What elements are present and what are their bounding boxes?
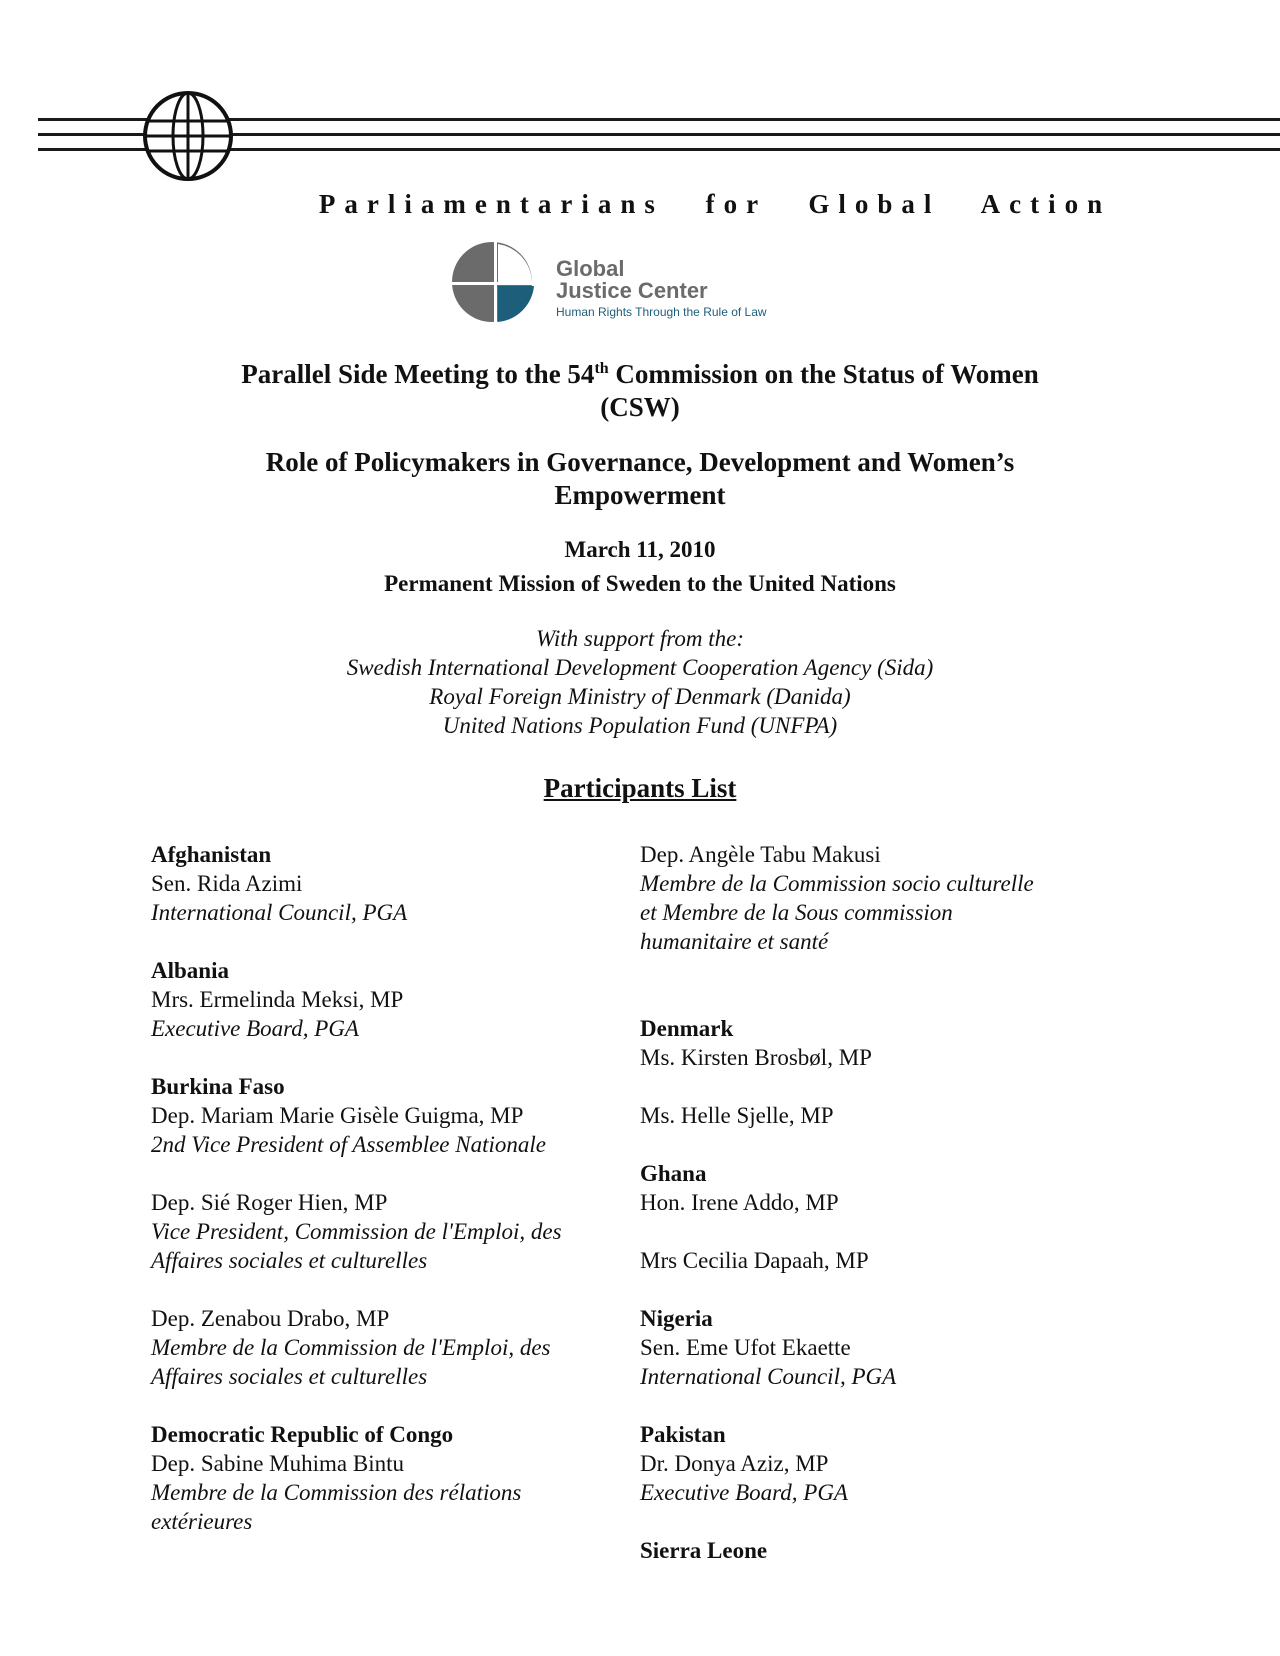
participant-role: Membre de la Commission socio culturelle — [640, 871, 1034, 896]
participant-role: Affaires sociales et culturelles — [151, 1364, 428, 1389]
country-heading: Ghana — [640, 1161, 707, 1186]
country-heading: Burkina Faso — [151, 1074, 285, 1099]
organization-name: Parliamentarians for Global Action — [318, 189, 1112, 219]
meeting-title-part2: Commission on the Status of Women — [608, 359, 1039, 389]
participant-role: Affaires sociales et culturelles — [151, 1248, 428, 1273]
gjc-logo-line2: Justice Center — [556, 278, 708, 303]
participant-name: Dep. Zenabou Drabo, MP — [151, 1306, 390, 1331]
participant-name: Dr. Donya Aziz, MP — [640, 1451, 829, 1476]
participant-name: Dep. Mariam Marie Gisèle Guigma, MP — [151, 1103, 524, 1128]
support-block — [0, 624, 1280, 740]
participant-name: Mrs. Ermelinda Meksi, MP — [151, 987, 404, 1012]
meeting-title — [0, 352, 1280, 424]
participant-name: Hon. Irene Addo, MP — [640, 1190, 839, 1215]
gjc-logo-line1: Global — [556, 256, 625, 281]
participant-role: International Council, PGA — [640, 1364, 897, 1389]
country-heading: Afghanistan — [151, 842, 272, 867]
meeting-title-sup: th — [594, 360, 609, 377]
participant-role: Membre de la Commission de l'Emploi, des — [151, 1335, 551, 1360]
supporter-item: United Nations Population Fund (UNFPA) — [442, 713, 838, 738]
globe-logo-icon — [140, 88, 236, 184]
participant-role: extérieures — [151, 1509, 253, 1534]
participants-heading: Participants List — [543, 773, 737, 803]
participant-name: Ms. Helle Sjelle, MP — [640, 1103, 834, 1128]
participant-role: 2nd Vice President of Assemblee Nationale — [151, 1132, 546, 1157]
gjc-logo-tagline: Human Rights Through the Rule of Law — [556, 305, 767, 319]
topic-title — [0, 446, 1280, 512]
meeting-title-line2: (CSW) — [600, 392, 680, 422]
country-heading: Denmark — [640, 1016, 734, 1041]
topic-title-line1: Role of Policymakers in Governance, Development and Women’s — [265, 447, 1015, 477]
participant-role: Executive Board, PGA — [640, 1480, 848, 1505]
participants-left-column — [151, 840, 621, 1536]
country-heading: Nigeria — [640, 1306, 713, 1331]
participant-role: et Membre de la Sous commission — [640, 900, 953, 925]
participant-name: Mrs Cecilia Dapaah, MP — [640, 1248, 869, 1273]
country-heading: Sierra Leone — [640, 1538, 768, 1563]
participant-role: Membre de la Commission des rélations — [151, 1480, 522, 1505]
topic-title-line2: Empowerment — [554, 480, 726, 510]
participant-name: Ms. Kirsten Brosbøl, MP — [640, 1045, 872, 1070]
country-heading: Albania — [151, 958, 229, 983]
participant-name: Dep. Sié Roger Hien, MP — [151, 1190, 388, 1215]
participant-name: Sen. Eme Ufot Ekaette — [640, 1335, 851, 1360]
participant-role: humanitaire et santé — [640, 929, 829, 954]
country-heading: Democratic Republic of Congo — [151, 1422, 454, 1447]
participant-role: Vice President, Commission de l'Emploi, des — [151, 1219, 562, 1244]
meeting-venue: Permanent Mission of Sweden to the United Nations — [384, 571, 896, 596]
meeting-title-part1: Parallel Side Meeting to the 54 — [241, 359, 595, 389]
participants-right-column — [640, 840, 1100, 1565]
supporter-item: Royal Foreign Ministry of Denmark (Danida) — [429, 684, 851, 709]
country-heading: Pakistan — [640, 1422, 726, 1447]
gjc-logo-text — [556, 258, 767, 319]
participant-role: Executive Board, PGA — [151, 1016, 359, 1041]
support-intro: With support from the: — [535, 626, 745, 651]
supporter-item: Swedish International Development Cooperation Agency (Sida) — [346, 655, 934, 680]
participant-name: Dep. Sabine Muhima Bintu — [151, 1451, 404, 1476]
meeting-date: March 11, 2010 — [564, 537, 716, 562]
participant-role: International Council, PGA — [151, 900, 408, 925]
participant-name: Dep. Angèle Tabu Makusi — [640, 842, 881, 867]
participant-name: Sen. Rida Azimi — [151, 871, 303, 896]
